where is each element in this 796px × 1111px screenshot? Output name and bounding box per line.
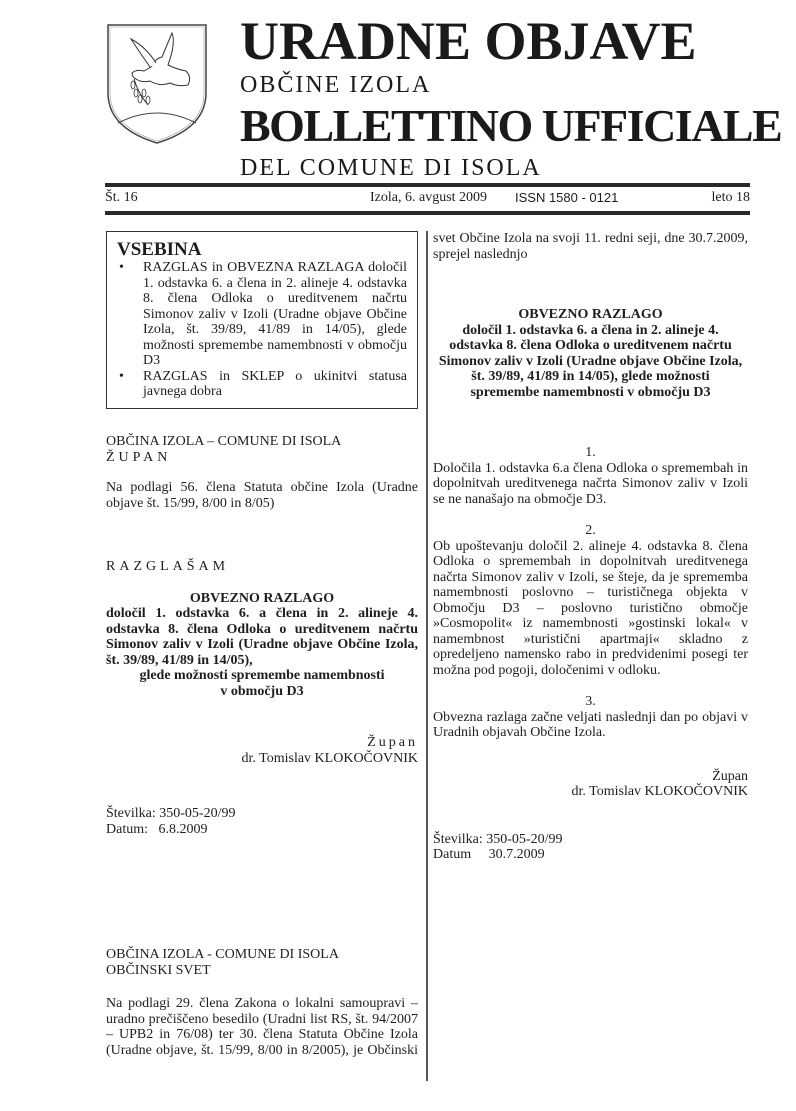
- act-body-centered: glede možnosti spremembe namembnosti v območju D3: [139, 668, 385, 699]
- act-title: OBVEZNO RAZLAGO: [518, 307, 663, 322]
- column-divider: [426, 231, 428, 1081]
- toc-item-text: RAZGLAS in OBVEZNA RAZLAGA določil 1. odstavka 6. a člena in 2. alineje 4. odstavka 8. člena Odloka o ureditvenem načrtu Simonov zaliv v Izoli (Uradne objave Občine Izola, št. 39/89, 41/89 in 14/05), glede možnosti spremembe namembnosti v območju D3: [143, 260, 407, 368]
- proclaim-word: RAZGLAŠAM: [106, 559, 230, 574]
- right-column-signature: [433, 769, 748, 800]
- masthead-subtitle-italian: DEL COMUNE DI ISOLA: [240, 155, 542, 181]
- toc-item-text: RAZGLAS in SKLEP o ukinitvi statusa javnega dobra: [143, 368, 407, 399]
- reference-number: Številka: 350-05-20/99: [106, 806, 236, 821]
- left-column-issuer-2: [106, 947, 418, 978]
- toc-heading: VSEBINA: [117, 239, 202, 260]
- article-number: 1.: [585, 445, 596, 460]
- article-2: [433, 523, 748, 678]
- municipal-crest-icon: [106, 23, 208, 145]
- bullet-icon: •: [119, 260, 124, 275]
- issuer-line-1: OBČINA IZOLA – COMUNE DI ISOLA: [106, 434, 342, 449]
- right-column-reference: [433, 832, 748, 863]
- act-body: določil 1. odstavka 6. a člena in 2. alineje 4. odstavka 8. člena Odloka o ureditvenem načrtu Simonov zaliv v Izoli (Uradne objave Občine Izola, št. 39/89, 41/89 in 14/05), glede možnosti spremembe namembnosti v območju D3: [438, 322, 743, 400]
- left-column: [106, 434, 418, 1058]
- signer-name: dr. Tomislav KLOKOČOVNIK: [241, 750, 418, 766]
- signer-title: Župan: [712, 768, 748, 784]
- toc-list: [117, 260, 407, 400]
- article-text: Določila 1. odstavka 6.a člena Odloka o spremembah in dopolnitvah ureditvenega načrta Simonov zaliv v Izoli se ne nanašajo na območje D3.: [433, 460, 748, 507]
- reference-number: Številka: 350-05-20/99: [433, 831, 563, 847]
- article-3: [433, 694, 748, 741]
- right-column: [433, 231, 748, 863]
- left-column-issuer: [106, 434, 418, 465]
- issuer2-line-1: OBČINA IZOLA - COMUNE DI ISOLA: [106, 947, 339, 962]
- masthead-title-italian: BOLLETTINO UFFICIALE: [240, 100, 782, 151]
- right-column-act: [433, 307, 748, 400]
- toc-item[interactable]: [117, 369, 407, 400]
- left-column-reference: [106, 806, 418, 837]
- reference-date: Datum: 6.8.2009: [106, 821, 208, 837]
- masthead-rule-top: [105, 183, 750, 187]
- table-of-contents: [106, 231, 418, 409]
- masthead-subtitle-slovene: OBČINE IZOLA: [240, 72, 432, 98]
- issue-info-row: [105, 190, 750, 208]
- issuer-line-2: ŽUPAN: [106, 449, 172, 465]
- preamble2-text: Na podlagi 29. člena Zakona o lokalni samoupravi – uradno prečiščeno besedilo (Uradni list RS, št. 94/2007 – UPB2 in 76/08) ter 30. člena Statuta Občine Izola (Uradne objave, št. 15/99, 8/00 in 8/2005), je Občinski: [106, 996, 418, 1058]
- issue-place-date: Izola, 6. avgust 2009: [370, 190, 488, 205]
- article-text: Ob upoštevanju določil 2. alineje 4. odstavka 8. člena Odloka o spremembah in dopolnitvah ureditvenega načrta Simonov zaliv v Izoli, se šteje, da je sprememba namembnosti poslovno – turističnega objekta v Območju D3 – poslovno turistično območje »Cosmopolit« iz namembnosti »gostinski lokal« v namembnost »turistični apartmaji« skladno z opredeljeno namensko rabo in predvidenimi posegi ter možna pod pogoji, določenimi v odloku.: [433, 538, 748, 678]
- masthead-rule-bottom: [105, 211, 750, 215]
- issue-year: leto 18: [711, 190, 750, 205]
- signer-title: Župan: [367, 735, 418, 750]
- act-body-justified: določil 1. odstavka 6. a člena in 2. alineje 4. odstavka 8. člena Odloka o ureditvenem načrtu Simonov zaliv v Izoli (Uradne objave Občine Izola, št. 39/89, 41/89 in 14/05),: [106, 606, 418, 668]
- masthead: [240, 10, 782, 182]
- signer-name: dr. Tomislav KLOKOČOVNIK: [571, 784, 748, 799]
- act-title: OBVEZNO RAZLAGO: [189, 590, 335, 606]
- issue-issn: ISSN 1580 - 0121: [515, 190, 619, 205]
- left-column-proclaim: [106, 559, 418, 575]
- issue-number: Št. 16: [105, 190, 138, 205]
- left-column-signature: [106, 735, 418, 766]
- reference-date: Datum 30.7.2009: [433, 847, 545, 862]
- article-number: 3.: [585, 694, 596, 709]
- article-1: [433, 445, 748, 507]
- left-column-preamble: [106, 480, 418, 511]
- continuation-text: svet Občine Izola na svoji 11. redni seji, dne 30.7.2009, sprejel naslednjo: [433, 231, 748, 262]
- toc-item[interactable]: [117, 260, 407, 369]
- bullet-icon: •: [119, 368, 124, 384]
- left-column-preamble-2: [106, 996, 418, 1058]
- preamble-text: Na podlagi 56. člena Statuta občine Izola (Uradne objave št. 15/99, 8/00 in 8/05): [106, 480, 418, 511]
- article-number: 2.: [585, 523, 596, 538]
- masthead-title-slovene: URADNE OBJAVE: [240, 11, 697, 71]
- issuer2-line-2: OBČINSKI SVET: [106, 962, 211, 978]
- left-column-act: [106, 591, 418, 700]
- right-column-continuation: [433, 231, 748, 262]
- article-text: Obvezna razlaga začne veljati naslednji dan po objavi v Uradnih objavah Občine Izola.: [433, 709, 748, 740]
